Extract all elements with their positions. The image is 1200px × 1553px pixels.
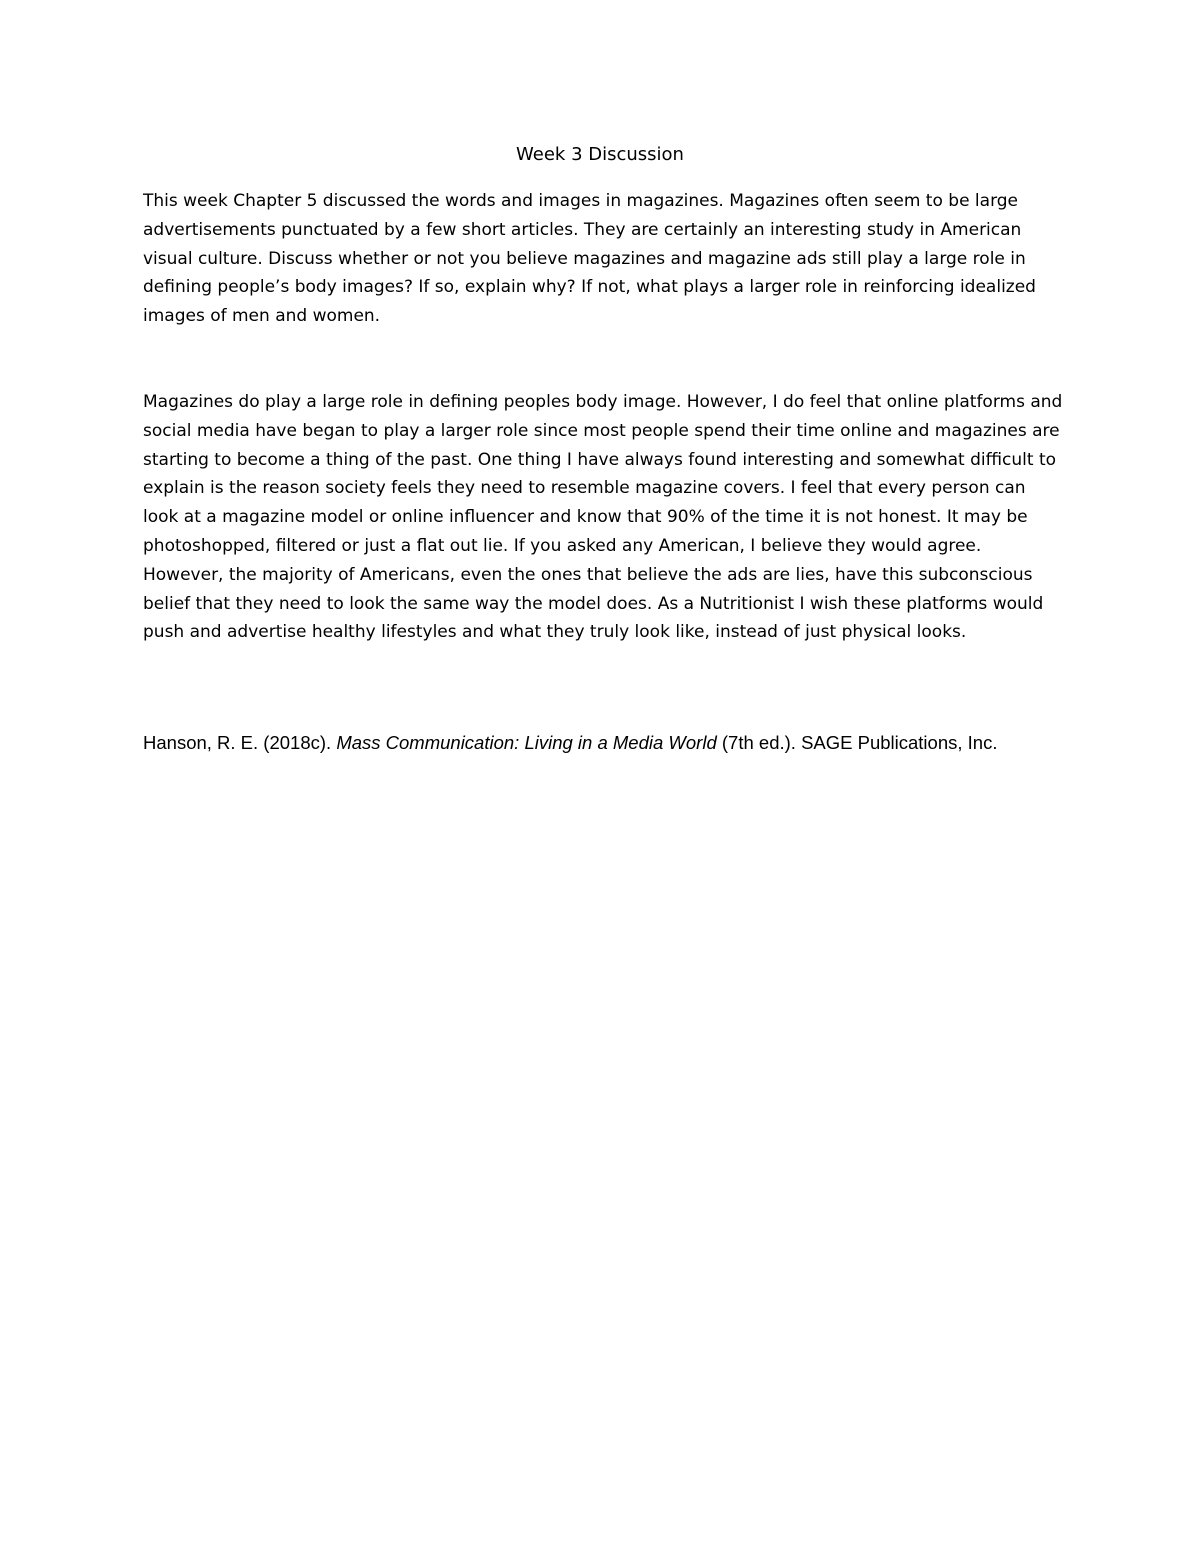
citation-book-title: Mass Communication: Living in a Media World (336, 732, 717, 753)
discussion-response: Magazines do play a large role in defining peoples body image. However, I do feel that online platforms and social media have began to play a larger role since most people spend their time online and magazines are starting to become a thing of the past. One thing I have always found interesting and somewhat difficult to explain is the reason society feels they need to resemble magazine covers. I feel that every person can look at a magazine model or online influencer and know that 90% of the time it is not honest. It may be photoshopped, filtered or just a flat out lie. If you asked any American, I believe they would agree. However, the majority of Americans, even the ones that believe the ads are lies, have this subconscious belief that they need to look the same way the model does. As a Nutritionist I wish these platforms would push and advertise healthy lifestyles and what they truly look like, instead of just physical looks. (143, 392, 1063, 643)
reference-citation (143, 730, 1103, 756)
document-title: Week 3 Discussion (516, 144, 684, 165)
discussion-prompt: This week Chapter 5 discussed the words and images in magazines. Magazines often seem to be large advertisements punctuated by a few short articles. They are certainly an interesting study in American visual culture. Discuss whether or not you believe magazines and magazine ads still play a large role in defining people’s body images? If so, explain why? If not, what plays a larger role in reinforcing idealized images of men and women. (143, 191, 1036, 327)
citation-author-year: Hanson, R. E. (2018c). (143, 732, 337, 753)
citation-publisher: (7th ed.). SAGE Publications, Inc. (716, 732, 998, 753)
